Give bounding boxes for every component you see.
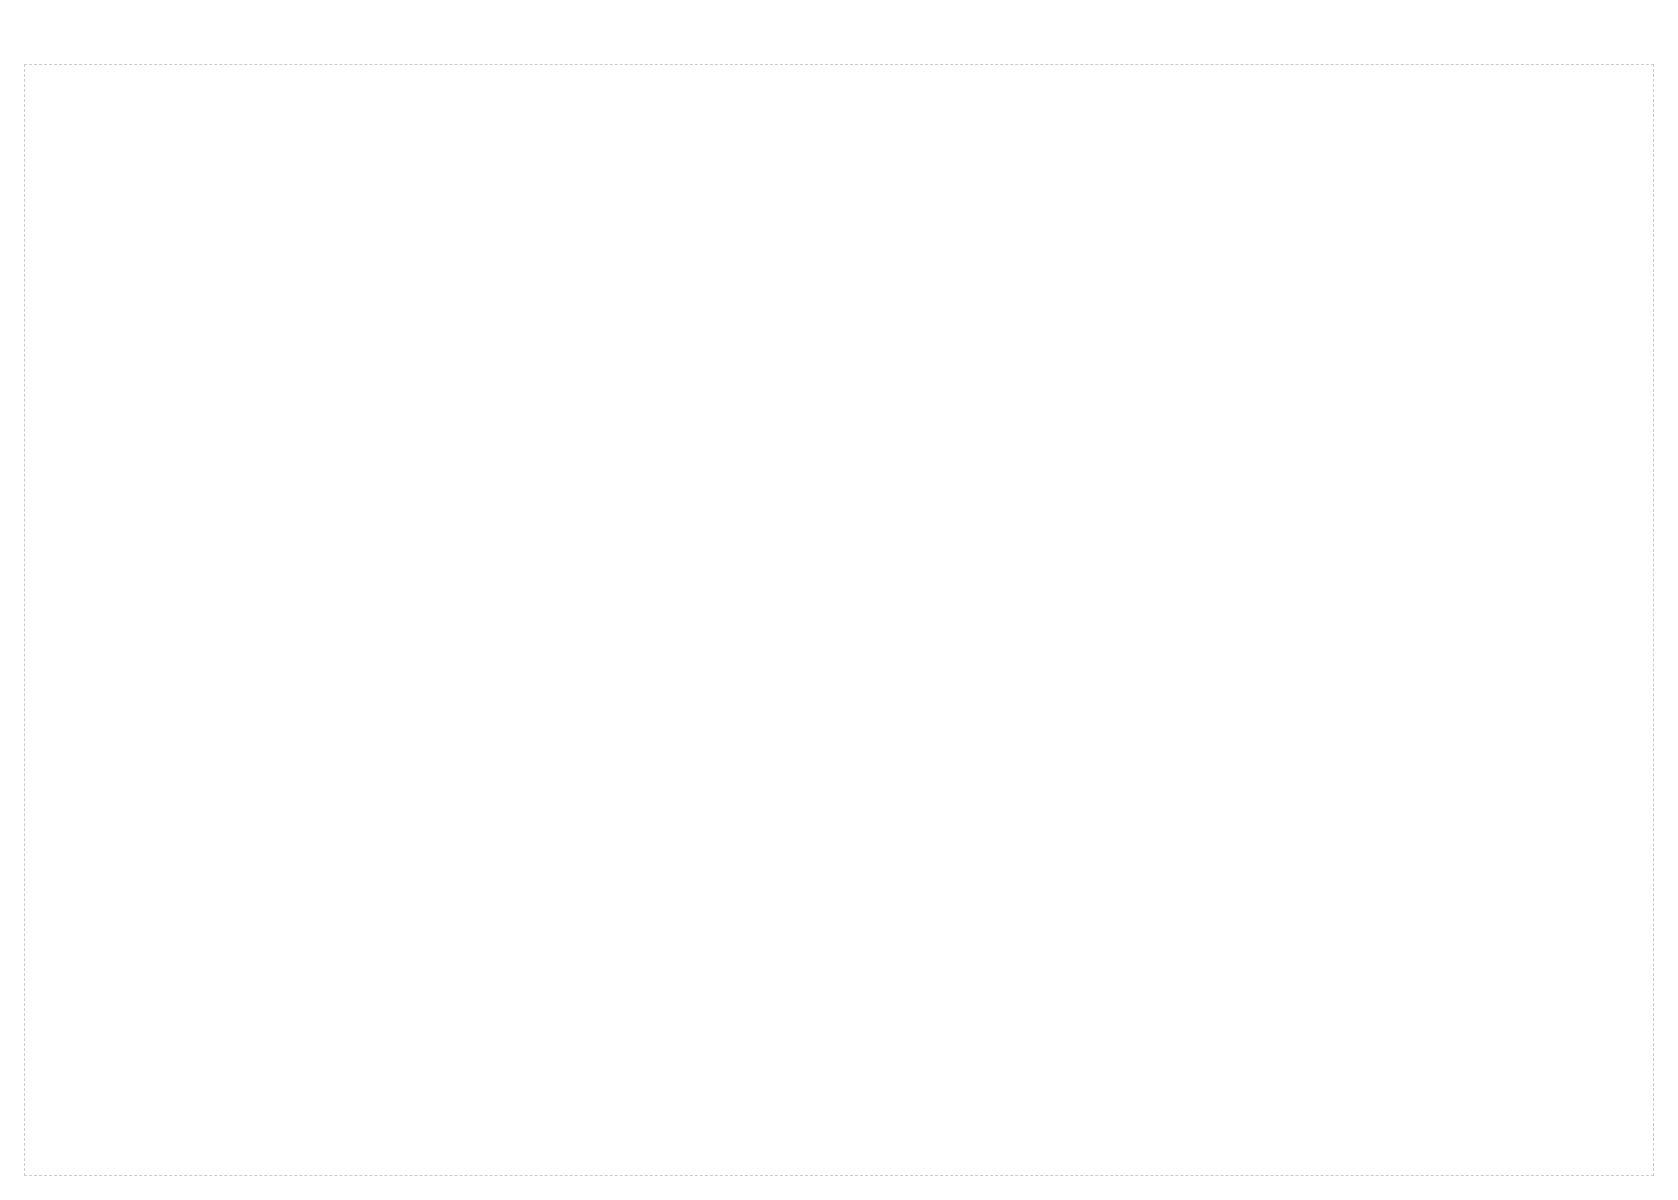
page-title <box>24 24 1654 48</box>
content-area <box>24 64 1654 1176</box>
